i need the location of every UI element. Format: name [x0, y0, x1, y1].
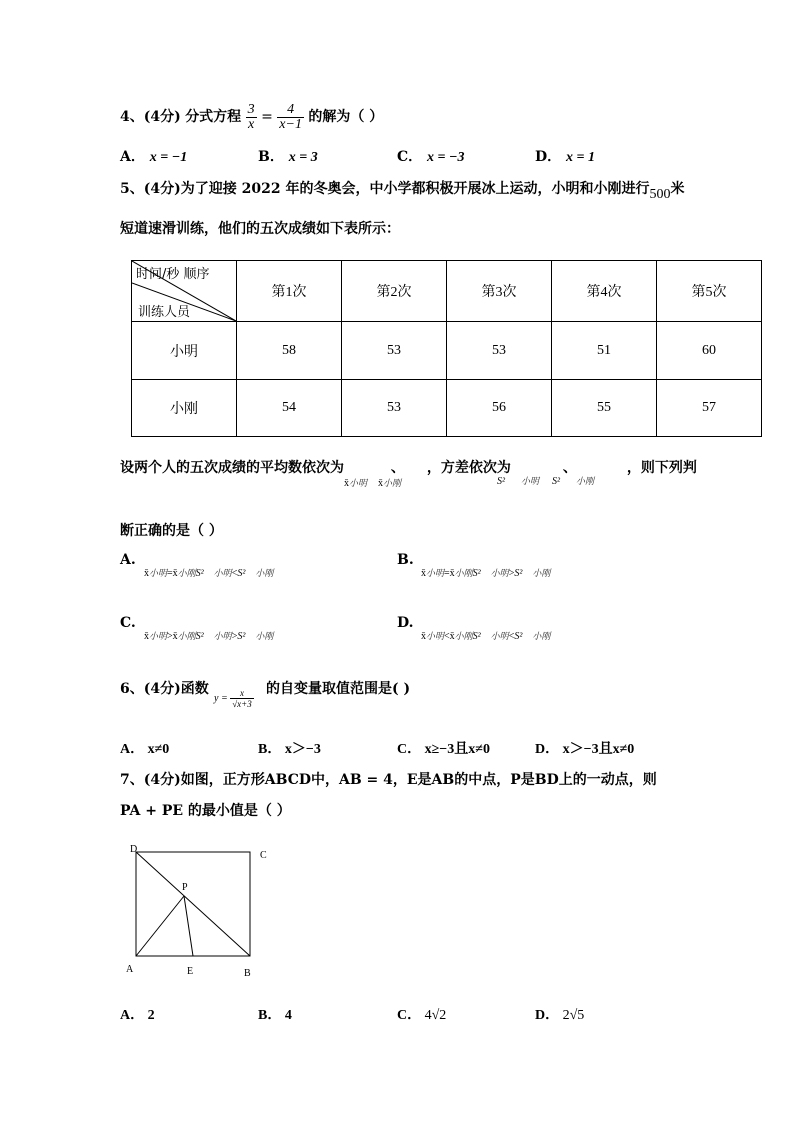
q4-eq-sign: = [261, 109, 273, 125]
q7-line1-text: 如图，正方形ABCD中，AB = 4，E是AB的中点，P是BD上的一动点，则 [180, 772, 657, 788]
q5-line1 [120, 178, 685, 202]
q5-distance: 500 [649, 187, 671, 202]
q5-stem-b: ，方差依次为 [426, 460, 511, 476]
score-table [131, 260, 762, 437]
sub-ming: 小明 [349, 478, 368, 488]
q5-line1-text: 为了迎接 2022 年的冬奥会，中小学都积极开展冰上运动，小明和小刚进行 [180, 181, 650, 197]
q5-stem-c: ，则下列判 [626, 460, 697, 476]
q7-option-a[interactable]: A． 2 [120, 1008, 155, 1023]
q7-option-d[interactable]: D． 2√5 [535, 1008, 585, 1023]
q4-fraction-left: $\frac{3}{x}$ [247, 101, 255, 132]
q5-option-a-letter[interactable]: A. [120, 552, 136, 568]
q5-stem-a: 设两个人的五次成绩的平均数依次为 [120, 460, 344, 476]
q5-unit: 米 [670, 181, 685, 197]
q6-option-a[interactable]: A． x≠0 [120, 742, 170, 757]
q6-text-after: 的自变量取值范围是( ) [266, 681, 411, 697]
q5-option-a[interactable]: x̄小明=x̄小刚S² 小明<S² 小刚 [144, 568, 274, 579]
diagonal-bd [136, 852, 250, 956]
q7-option-b[interactable]: B． 4 [258, 1008, 292, 1023]
q5-stem-symbols [344, 476, 401, 489]
q4-option-d[interactable]: D． x = 1 [535, 149, 595, 165]
table-header-row [132, 261, 762, 322]
corner-bottom-label: 训练人员 [138, 305, 191, 320]
s2-symbol: S² [552, 476, 561, 487]
table-row-name: 小明 [132, 322, 237, 380]
q5-stem-line [120, 458, 697, 478]
table-header: 第5次 [657, 261, 762, 322]
table-header: 第3次 [447, 261, 552, 322]
label-p: P [182, 882, 188, 893]
q4-fraction-right: $\frac{4}{x-1}$ [279, 101, 302, 132]
table-header: 第4次 [552, 261, 657, 322]
square-figure [124, 840, 284, 980]
table-header: 第1次 [237, 261, 342, 322]
sub-gang: 小刚 [383, 478, 402, 488]
q5-option-d[interactable]: x̄小明<x̄小刚S² 小明<S² 小刚 [421, 631, 551, 642]
q5-option-d-letter[interactable]: D. [397, 615, 414, 631]
table-cell: 60 [657, 322, 762, 380]
sub-ming: 小明 [521, 476, 540, 486]
q6-option-d[interactable]: D． x＞−3且x≠0 [535, 742, 635, 757]
q6-stem [120, 678, 209, 698]
q4-stem [120, 100, 383, 134]
table-cell: 53 [447, 322, 552, 380]
table-cell: 58 [237, 322, 342, 380]
q6-option-b[interactable]: B． x＞−3 [258, 742, 321, 757]
label-a: A [126, 964, 134, 975]
table-cell: 51 [552, 322, 657, 380]
s2-symbol: S² [497, 476, 505, 487]
q6-text-before: 函数 [180, 681, 209, 697]
q5-line2: 短道速滑训练，他们的五次成绩如下表所示： [120, 221, 400, 237]
q5-number: 5、(4分) [120, 181, 181, 197]
table-cell: 53 [342, 380, 447, 437]
label-d: D [130, 844, 138, 855]
q5-option-c-letter[interactable]: C. [120, 615, 136, 631]
table-row [132, 322, 762, 380]
q6-function [214, 688, 254, 709]
xbar-symbol: x̄ [378, 478, 384, 489]
q7-line1 [120, 769, 657, 789]
segment-pe [184, 896, 193, 956]
table-cell: 55 [552, 380, 657, 437]
q5-stem-line2: 断正确的是（ ） [120, 523, 223, 539]
xbar-symbol: x̄ [344, 478, 349, 489]
table-corner-cell [132, 261, 237, 322]
q6-y-eq: y = [214, 692, 228, 704]
segment-pa [136, 896, 184, 956]
label-b: B [244, 968, 251, 979]
table-cell: 53 [342, 322, 447, 380]
sub-gang: 小刚 [576, 476, 595, 486]
q4-option-b[interactable]: B． x = 3 [258, 149, 318, 165]
q7-number: 7、(4分) [120, 772, 181, 788]
label-e: E [187, 966, 194, 977]
table-cell: 56 [447, 380, 552, 437]
q5-stem-variance [497, 474, 594, 487]
q4-text-before: 分式方程 [185, 109, 242, 125]
corner-top-label: 时间/秒 顺序 [136, 267, 210, 282]
label-c: C [260, 850, 267, 861]
q4-option-c[interactable]: C． x = −3 [397, 149, 465, 165]
table-cell: 57 [657, 380, 762, 437]
q4-number: 4、(4分) [120, 109, 181, 125]
table-header: 第2次 [342, 261, 447, 322]
q7-line2: PA + PE 的最小值是（ ） [120, 803, 291, 819]
q5-option-b[interactable]: x̄小明=x̄小刚S² 小明>S² 小刚 [421, 568, 551, 579]
table-row [132, 380, 762, 437]
q4-option-a[interactable]: A． x = −1 [120, 149, 188, 165]
table-cell: 54 [237, 380, 342, 437]
q7-option-c[interactable]: C． 4√2 [397, 1008, 447, 1023]
q6-fraction: $\frac{x}{√x+3}$ [232, 688, 252, 709]
q4-text-after: 的解为（ ） [308, 109, 384, 125]
q6-number: 6、(4分) [120, 681, 181, 697]
table-row-name: 小刚 [132, 380, 237, 437]
q5-option-c[interactable]: x̄小明>x̄小刚S² 小明>S² 小刚 [144, 631, 274, 642]
q5-option-b-letter[interactable]: B. [397, 552, 414, 568]
q5-stem-sep2: 、 [562, 460, 577, 476]
q6-option-c[interactable]: C． x≥−3且x≠0 [397, 742, 490, 757]
q5-stem-sep1: 、 [390, 460, 405, 476]
